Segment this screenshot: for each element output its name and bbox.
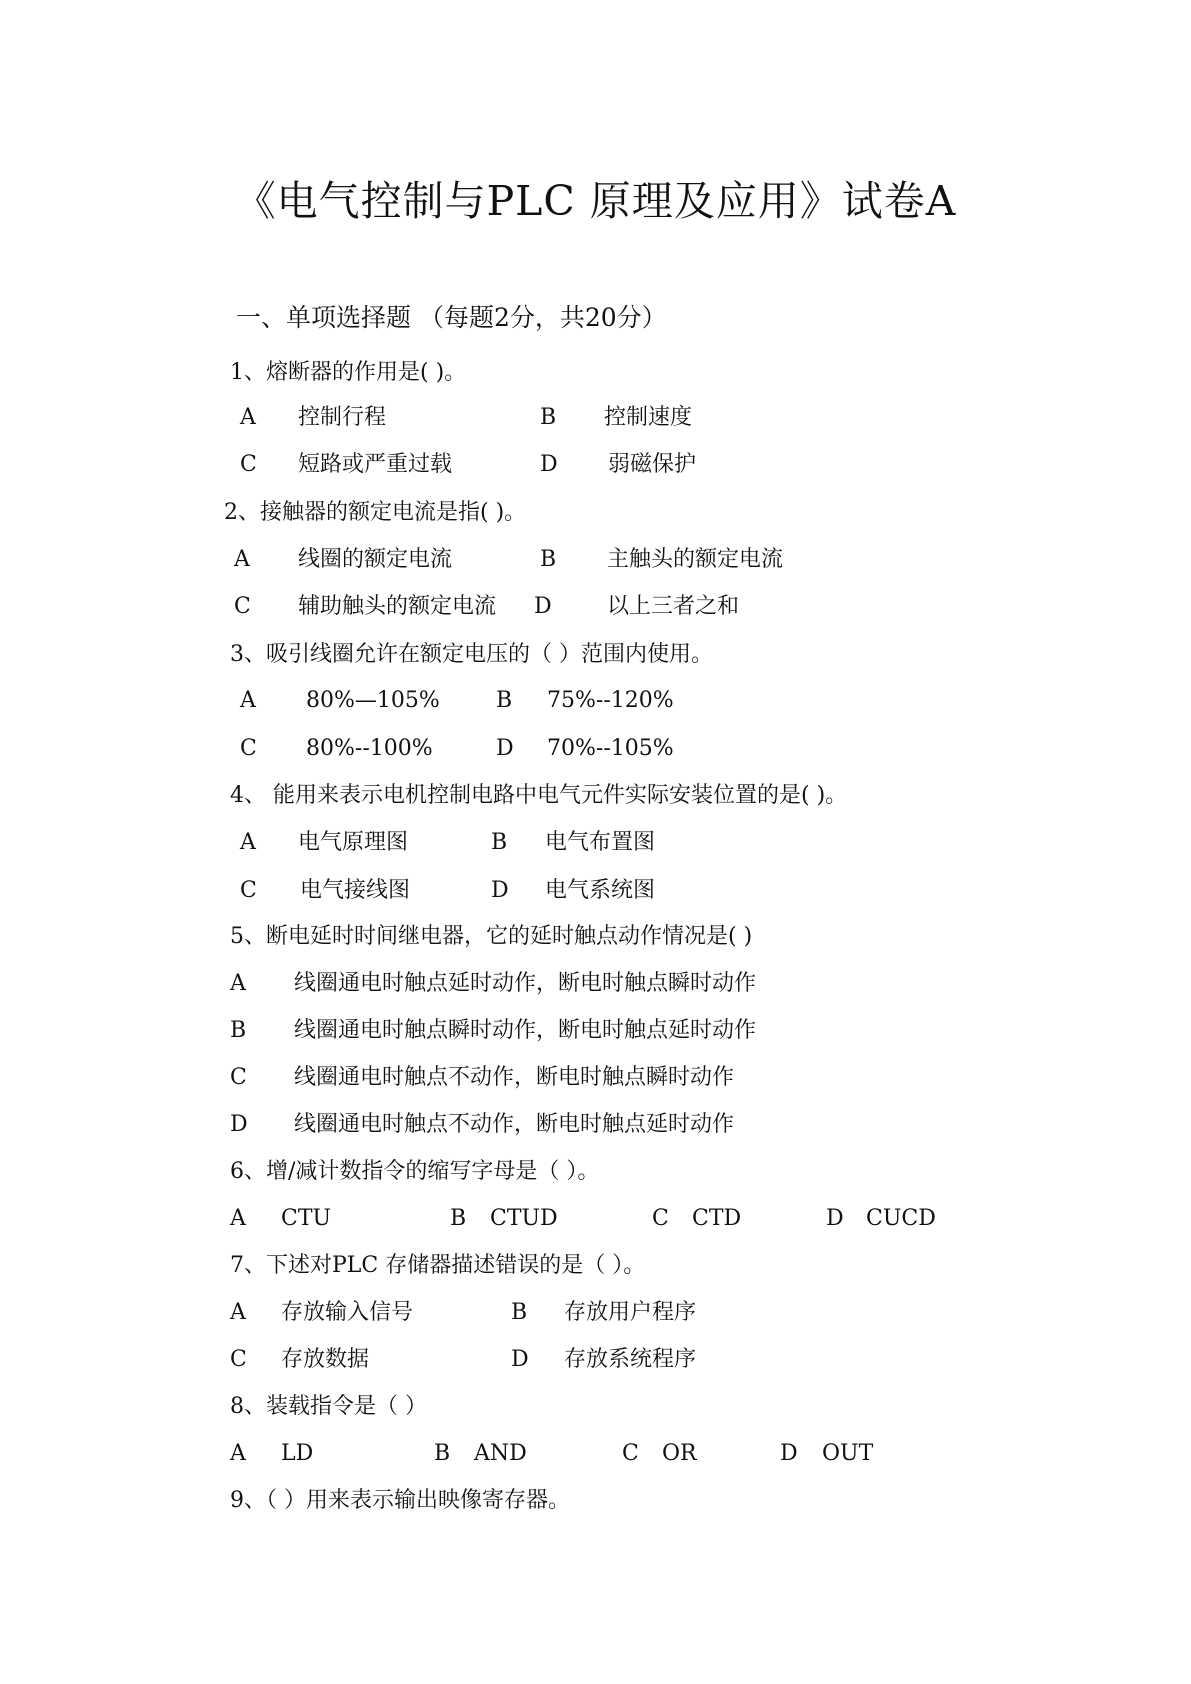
option-letter: C bbox=[240, 452, 257, 477]
option-letter: B bbox=[230, 1018, 247, 1043]
option-text: 主触头的额定电流 bbox=[607, 547, 784, 572]
option-text: 线圈通电时触点瞬时动作，断电时触点延时动作 bbox=[294, 1018, 757, 1043]
option-letter: C bbox=[240, 736, 257, 761]
option-text: 电气布置图 bbox=[545, 830, 656, 855]
option-letter: D bbox=[496, 736, 514, 761]
option-text: 电气接线图 bbox=[300, 878, 411, 903]
option-text: CTD bbox=[692, 1206, 742, 1231]
option-text: CUCD bbox=[866, 1206, 936, 1231]
option-text: 75%--120% bbox=[547, 688, 674, 713]
option-letter: D bbox=[540, 452, 558, 477]
question-stem: 8、装载指令是（ ） bbox=[230, 1394, 427, 1419]
option-letter: B bbox=[434, 1441, 451, 1466]
option-letter: C bbox=[234, 594, 251, 619]
option-letter: C bbox=[240, 878, 257, 903]
option-text: 存放数据 bbox=[281, 1347, 370, 1372]
option-letter: B bbox=[491, 830, 508, 855]
option-letter: A bbox=[240, 405, 256, 430]
option-letter: A bbox=[230, 971, 246, 996]
option-text: 控制行程 bbox=[298, 405, 387, 430]
option-letter: C bbox=[652, 1206, 669, 1231]
option-letter: C bbox=[230, 1347, 247, 1372]
option-text: 存放用户程序 bbox=[564, 1300, 697, 1325]
option-text: 80%--100% bbox=[306, 736, 433, 761]
option-letter: A bbox=[240, 830, 256, 855]
option-text: OUT bbox=[822, 1441, 874, 1466]
option-letter: A bbox=[234, 547, 250, 572]
option-text: 短路或严重过载 bbox=[298, 452, 453, 477]
question-stem: 7、下述对PLC 存储器描述错误的是（ ）。 bbox=[230, 1253, 646, 1278]
option-text: CTUD bbox=[490, 1206, 558, 1231]
option-letter: A bbox=[230, 1206, 246, 1231]
option-text: 控制速度 bbox=[604, 405, 693, 430]
question-stem: 2、接触器的额定电流是指( )。 bbox=[224, 500, 527, 525]
option-letter: D bbox=[491, 878, 509, 903]
option-text: 存放系统程序 bbox=[564, 1347, 697, 1372]
option-letter: A bbox=[230, 1300, 246, 1325]
question-stem: 1、熔断器的作用是( )。 bbox=[230, 360, 467, 385]
option-letter: C bbox=[622, 1441, 639, 1466]
option-letter: A bbox=[230, 1441, 246, 1466]
exam-title: 《电气控制与PLC 原理及应用》试卷A bbox=[234, 177, 957, 225]
option-text: 线圈通电时触点延时动作，断电时触点瞬时动作 bbox=[294, 971, 757, 996]
option-letter: D bbox=[230, 1112, 248, 1137]
option-text: 电气系统图 bbox=[545, 878, 656, 903]
option-text: 以上三者之和 bbox=[607, 594, 740, 619]
option-text: 弱磁保护 bbox=[608, 452, 697, 477]
option-letter: C bbox=[230, 1065, 247, 1090]
option-letter: B bbox=[540, 547, 557, 572]
option-text: 线圈通电时触点不动作，断电时触点瞬时动作 bbox=[294, 1065, 735, 1090]
option-text: 存放输入信号 bbox=[281, 1300, 414, 1325]
option-letter: D bbox=[780, 1441, 798, 1466]
option-text: CTU bbox=[281, 1206, 332, 1231]
option-text: OR bbox=[662, 1441, 697, 1466]
question-stem: 9、（ ）用来表示输出映像寄存器。 bbox=[230, 1488, 570, 1513]
option-text: 70%--105% bbox=[547, 736, 674, 761]
question-stem: 6、增/减计数指令的缩写字母是（ ）。 bbox=[230, 1159, 600, 1184]
option-letter: B bbox=[450, 1206, 467, 1231]
question-stem: 4、 能用来表示电机控制电路中电气元件实际安装位置的是( )。 bbox=[230, 783, 848, 808]
option-letter: D bbox=[826, 1206, 844, 1231]
option-text: AND bbox=[474, 1441, 527, 1466]
option-text: 80%—105% bbox=[306, 688, 440, 713]
option-letter: B bbox=[540, 405, 557, 430]
option-letter: D bbox=[534, 594, 552, 619]
option-letter: B bbox=[511, 1300, 528, 1325]
question-stem: 5、断电延时时间继电器，它的延时触点动作情况是( ) bbox=[230, 924, 753, 949]
option-letter: B bbox=[496, 688, 513, 713]
option-letter: A bbox=[240, 688, 256, 713]
option-text: 线圈通电时触点不动作，断电时触点延时动作 bbox=[294, 1112, 735, 1137]
option-text: 辅助触头的额定电流 bbox=[298, 594, 497, 619]
option-text: 线圈的额定电流 bbox=[298, 547, 453, 572]
option-text: LD bbox=[281, 1441, 314, 1466]
option-letter: D bbox=[511, 1347, 529, 1372]
question-stem: 3、吸引线圈允许在额定电压的（ ）范围内使用。 bbox=[230, 642, 713, 667]
section-heading: 一、单项选择题 （每题2分，共20分） bbox=[236, 303, 667, 332]
option-text: 电气原理图 bbox=[298, 830, 409, 855]
